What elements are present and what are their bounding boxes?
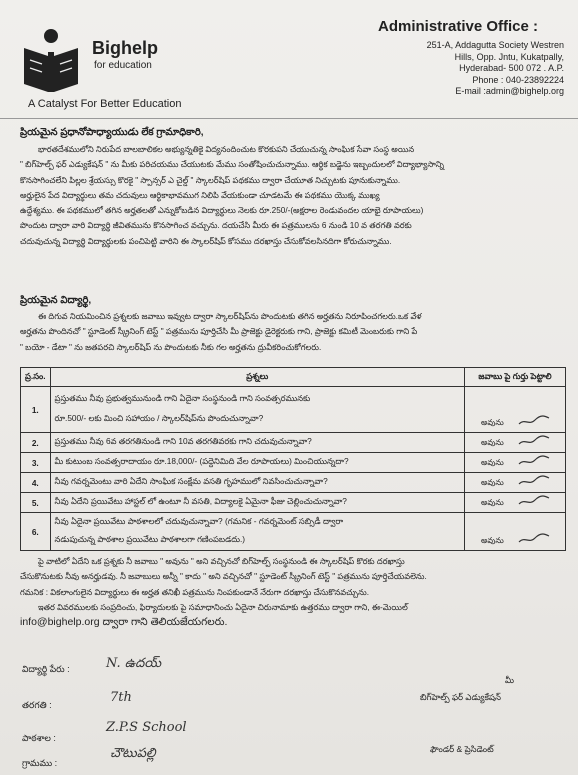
village-value[interactable]: చౌటుపల్లి [110,746,156,761]
question-text [50,387,464,433]
table-row [21,387,566,433]
paragraph-line: " బయో - డేటా " ను జతపరచి స్కాలర్‌షిప్ ను పొందుటకు నీకు గల అర్హతను ద్రువీకరించుకోగలరు. [20,342,322,352]
letter-paragraph-2 [20,309,562,355]
school-label: పాఠశాల : [22,733,56,743]
paragraph-line: అర్హులైన పేద విద్యార్థులు తమ చదువులు ఆర్థికాభావముగ నిలిపి వేయకుండా చూడటమే ఈ పథకము యొక్క ముఖ్య [20,190,380,200]
instruction-line: పై వాటిలో ఏదేని ఒక ప్రశ్నకు నీ జవాబు " అవును " అని వచ్చినచో బిగ్‌హెల్ప్ సంస్థనుండి ఈ స్కాలర్‌షిప్ కొరకు దరఖాస్తు [38,557,405,566]
tagline: A Catalyst For Better Education [28,98,182,110]
answer-yes-label: అవును [481,478,504,487]
question-text [50,453,464,473]
question-text [50,433,464,453]
office-title: Administrative Office : [378,18,539,35]
question-number: 6. [21,513,51,551]
salutation-student: ప్రియమైన విద్యార్థి, [20,295,92,306]
answer-yes-label: అవును [481,418,504,427]
paragraph-line: పొందుట ద్వారా వారి విద్యార్థి జీవితమును కొనసాగించ వచ్చును. దయచేసి మీరు ఈ పత్రములను 6 నుండి 10 వ తరగతి వరకు [20,221,412,231]
question-number: 4. [21,473,51,493]
table-row [21,493,566,513]
column-header-answer: జవాబు పై గుర్తు పెట్టాలి [465,368,566,387]
answer-yes-label: అవును [481,536,504,545]
question-text [50,493,464,513]
table-header-row [21,368,566,387]
question-number: 3. [21,453,51,473]
paragraph-line: అర్హతను పొందినచో " స్టూడెంట్ స్క్రీనింగ్ టెస్ట్ " పత్రమును పూర్తిచేసి మీ ప్రాజెక్టు డైరెక్టరుకు గాని, ప్రాజెక్టు కమిటీ మెంబరుకు గాని పే [20,327,418,337]
instruction-line: చేసుకొనుటకు నీవు అనర్హుడవు. నీ జవాబులు అన్నీ " కాదు " అని వచ్చినచో " స్టూడెంట్ స్క్రీనింగ్ టెస్ట్ " పత్రమును పూర్తిచేయవలెను. [20,572,427,582]
brand-subtitle: for education [94,60,152,71]
paragraph-line: చదువుచున్న విద్యార్థి విద్యార్థులకు పంచిపెట్టి వారిని ఈ స్కాలర్‌షిప్ కోసము దరఖాస్తు చేసుకోవలసినదిగా కోరుచున్నాము. [20,236,392,246]
column-header-number: ప్ర.సం. [21,368,51,387]
paragraph-line: " బిగ్‌హెల్ప్ ఫర్ ఎడ్యుకేషన్ " ను మీకు పరిచయము చేయుటకు మేము సంతోషించుచున్నాము. ఆర్థిక బడ్జెను ఇబ్బందులలో విద్యాభ్యాసాన్ని [20,160,445,170]
answer-cell[interactable] [465,387,566,433]
answer-cell[interactable] [465,473,566,493]
paragraph-line: భారతదేశములోని నిరుపేద బాలబాలికల అభ్యున్నతికై విద్యనందించుట కొరకుపని చేయుచున్న సాంఘిక సేవా సంస్థ అయిన [38,145,415,154]
answer-yes-label: అవును [481,498,504,507]
question-number: 1. [21,387,51,433]
question-line: నీవు గవర్నమెంటు వారి ఏదేని సాంఘిక సంక్షేమ వసతి గృహములో నివసించుచున్నావా? [54,476,328,486]
answer-yes-label: అవును [481,458,504,467]
question-line: నడుపుచున్న పాఠశాల ప్రయివేటు పాఠశాలగా గణింపబడదు.) [54,534,246,544]
question-text [50,513,464,551]
question-line: నీవు ఏదేని ప్రయివేటు హాస్టల్ లో ఉంటూ నీ వసతి, విద్యాలకై ఏమైనా ఫీజు చెల్లించుచున్నావా? [54,496,347,506]
column-header-question: ప్రశ్నలు [50,368,464,387]
paragraph-line: ఈ దిగువ నియమించిన ప్రశ్నలకు జవాబు ఇవ్వుట ద్వారా స్కాలర్‌షిప్‌ను పొందుటకు తగిన అర్హతను నిరూపించగలరు.ఒక వేళ [38,312,422,321]
question-line: మీ కుటుంబ సంవత్సరాదాయం రూ.18,000/- (పద్దెనిమిది వేల రూపాయలు) మించియున్నదా? [54,456,349,466]
school-value[interactable]: Z.P.S School [106,720,187,735]
address-line: 251-A, Addagutta Society Westren [426,40,564,50]
header-divider [0,118,578,119]
question-line: రూ.500/- లకు మించి సహాయం / స్కాలర్‌షిప్‌ను పొందుచున్నావా? [54,413,264,423]
letter-paragraph-1 [20,142,562,249]
signature-closing: మీ [505,675,514,685]
question-number: 2. [21,433,51,453]
handwritten-no-mark-icon [517,494,551,508]
note-line: గమనిక : వికలాంగులైన విద్యార్థులు ఈ అర్హత తనిఖీ పత్రమును నింపకుండానే నేరుగా దరఖాస్తు చేసుకొనవచ్చును. [20,587,369,597]
question-number: 5. [21,493,51,513]
address-line: Phone : 040-23892224 [472,74,564,85]
table-row [21,473,566,493]
answer-cell[interactable] [465,493,566,513]
bighelp-logo-icon [20,26,82,96]
address-line: Hills, Opp. Jntu, Kukatpally, [454,51,564,62]
contact-line: info@bighelp.org ద్వారా గాని తెలియజేయగలరు. [20,616,228,629]
signature-organisation: బిగ్‌హెల్ప్ ఫర్ ఎడ్యుకేషన్ [420,692,501,702]
village-label: గ్రామము : [22,758,58,768]
class-label: తరగతి : [22,700,52,710]
table-row [21,513,566,551]
question-text [50,473,464,493]
student-name-value[interactable]: N. ఉదయ్ [106,656,162,671]
address-line: E-mail :admin@bighelp.org [455,86,564,96]
table-row [21,433,566,453]
question-line: నీవు ఏదైనా ప్రయివేటు పాఠశాలలో చదువుచున్నావా? (గమనిక - గవర్నమెంట్ సబ్సిడీ ద్వారా [54,516,344,526]
handwritten-no-mark-icon [517,454,551,468]
paragraph-line: కొనసాగించలేని పిల్లల శ్రేయస్సు కొరకై " స్పాన్సర్ ఎ చైల్డ్ " స్కాలర్‌షిప్ పథకము ద్వారా చేయూత నిచ్చుటకు పూనుకున్నాము. [20,175,401,185]
answer-yes-label: అవును [481,438,504,447]
handwritten-no-mark-icon [517,434,551,448]
office-address [392,40,564,98]
paragraph-line: ఉద్దేశ్యము. ఈ పథకములో తగిన అర్హతలతో ఎన్నుకోబడిన విద్యార్థులు నెలకు రూ.250/-(అక్షరాల రెండువందల యాభై రూపాయలు) [20,206,424,216]
eligibility-questions-table [20,367,566,551]
class-value[interactable]: 7th [110,690,132,705]
table-row [21,453,566,473]
brand-name: Bighelp [92,38,158,58]
signature-title: ఫౌండర్ & ప్రెసిడెంట్ [430,744,494,754]
instruction-line: ఇతర వివరములకు సంప్రదించు, ఫిర్యాదులకు పై సమాధానించు ఏదైనా చిరునామాకు ఉత్తరము ద్వారా గాని, ఈ-మెయిల్ [38,602,408,612]
handwritten-no-mark-icon [517,532,551,546]
instructions-block [20,554,562,630]
salutation-headmaster: ప్రియమైన ప్రధానోపాధ్యాయుడు లేక గ్రామాధికారి, [20,127,204,138]
handwritten-no-mark-icon [517,474,551,488]
handwritten-no-mark-icon [517,414,551,428]
answer-cell[interactable] [465,513,566,551]
question-line: ప్రస్తుతము నీవు ప్రభుత్వమునుండి గాని ఏదైనా సంస్థనుండి గాని సంవత్సరమునకు [54,393,311,403]
student-name-label: విద్యార్థి పేరు : [22,664,70,674]
answer-cell[interactable] [465,453,566,473]
address-line: Hyderabad- 500 072 . A.P. [459,63,564,73]
answer-cell[interactable] [465,433,566,453]
question-line: ప్రస్తుతము నీవు 6వ తరగతినుండి గాని 10వ తరగతివరకు గాని చదువుచున్నావా? [54,436,312,446]
